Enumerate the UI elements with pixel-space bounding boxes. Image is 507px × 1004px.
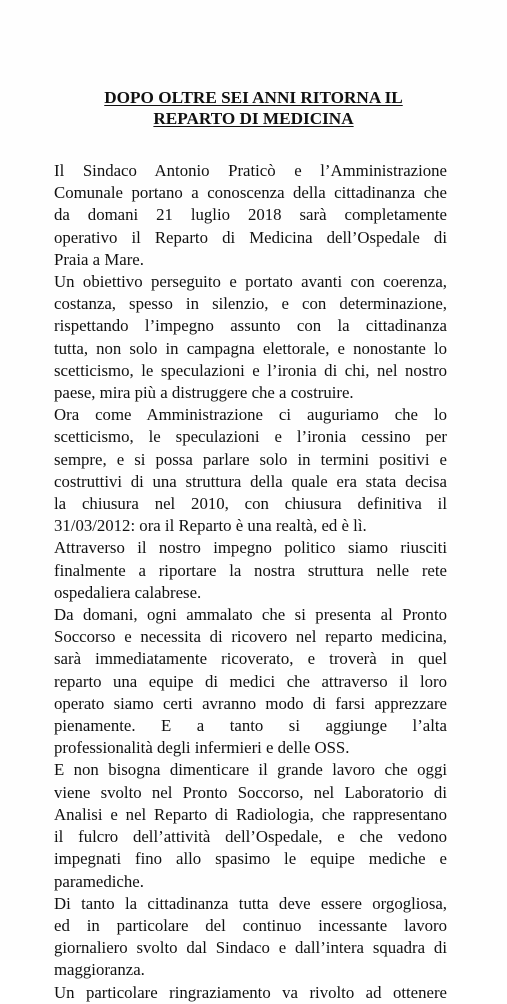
text-line: impegnati fino allo spasimo le equipe mediche e xyxy=(54,849,447,869)
paragraph xyxy=(54,271,447,404)
title-line: REPARTO DI MEDICINA xyxy=(153,109,354,128)
text-line: maggioranza. xyxy=(54,960,145,980)
text-line: Un obiettivo perseguito e portato avanti con coerenza, xyxy=(54,272,447,292)
text-line: Da domani, ogni ammalato che si presenta al Pronto xyxy=(54,605,447,625)
paragraph xyxy=(54,604,447,759)
title-line: DOPO OLTRE SEI ANNI RITORNA IL xyxy=(104,88,403,107)
text-line: sempre, e si possa parlare solo in termini positivi e xyxy=(54,449,447,469)
text-line: tutta, non solo in campagna elettorale, e nonostante lo xyxy=(54,338,447,358)
paragraph xyxy=(54,893,447,982)
text-line: ospedaliera calabrese. xyxy=(54,582,202,602)
text-line: Soccorso e necessita di ricovero nel reparto medicina, xyxy=(54,627,447,647)
text-line: pienamente. E a tanto si aggiunge l’alta xyxy=(54,716,447,736)
text-line: il fulcro dell’attività dell’Ospedale, e che vedono xyxy=(54,827,447,847)
text-line: rispettando l’impegno assunto con la cittadinanza xyxy=(54,316,447,336)
text-line: 31/03/2012: ora il Reparto è una realtà, ed è lì. xyxy=(54,516,367,536)
text-line: costruttivi di una struttura della quale era stata decisa xyxy=(54,471,447,491)
paragraph xyxy=(54,982,447,1002)
text-line: scetticismo, le speculazioni e l’ironia di chi, nel nostro xyxy=(54,360,447,380)
text-line: costanza, spesso in silenzio, e con determinazione, xyxy=(54,294,447,314)
text-line: giornaliero svolto dal Sindaco e dall’intera squadra di xyxy=(54,938,447,958)
text-line: paese, mira più a distruggere che a costruire. xyxy=(54,383,354,403)
text-line: ed in particolare del continuo incessante lavoro xyxy=(54,915,447,935)
text-line: viene svolto nel Pronto Soccorso, nel Laboratorio di xyxy=(54,782,447,802)
text-line: operato siamo certi avranno modo di farsi apprezzare xyxy=(54,693,447,713)
text-line: professionalità degli infermieri e delle OSS. xyxy=(54,738,350,758)
text-line: operativo il Reparto di Medicina dell’Ospedale di xyxy=(54,227,447,247)
text-line: Comunale portano a conoscenza della cittadinanza che xyxy=(54,183,447,203)
text-line: Praia a Mare. xyxy=(54,249,144,269)
text-line: la chiusura nel 2010, con chiusura definitiva il xyxy=(54,494,447,514)
document-body xyxy=(54,160,447,1002)
text-line: Un particolare ringraziamento va rivolto ad ottenere xyxy=(54,982,447,1002)
text-line: Ora come Amministrazione ci auguriamo che lo xyxy=(54,405,447,425)
paragraph xyxy=(54,160,447,271)
text-line: reparto una equipe di medici che attraverso il loro xyxy=(54,671,447,691)
text-line: Analisi e nel Reparto di Radiologia, che rappresentano xyxy=(54,804,447,824)
paragraph xyxy=(54,537,447,604)
text-line: sarà immediatamente ricoverato, e troverà in quel xyxy=(54,649,447,669)
document-title xyxy=(0,87,507,129)
text-line: Di tanto la cittadinanza tutta deve essere orgogliosa, xyxy=(54,893,447,913)
text-line: scetticismo, le speculazioni e l’ironia cessino per xyxy=(54,427,447,447)
paragraph xyxy=(54,404,447,537)
text-line: E non bisogna dimenticare il grande lavoro che oggi xyxy=(54,760,447,780)
text-line: paramediche. xyxy=(54,871,144,891)
text-line: finalmente a riportare la nostra struttura nelle rete xyxy=(54,560,447,580)
text-line: Attraverso il nostro impegno politico siamo riusciti xyxy=(54,538,447,558)
text-line: da domani 21 luglio 2018 sarà completamente xyxy=(54,205,447,225)
text-line: Il Sindaco Antonio Praticò e l’Amministrazione xyxy=(54,161,447,180)
paragraph xyxy=(54,759,447,892)
